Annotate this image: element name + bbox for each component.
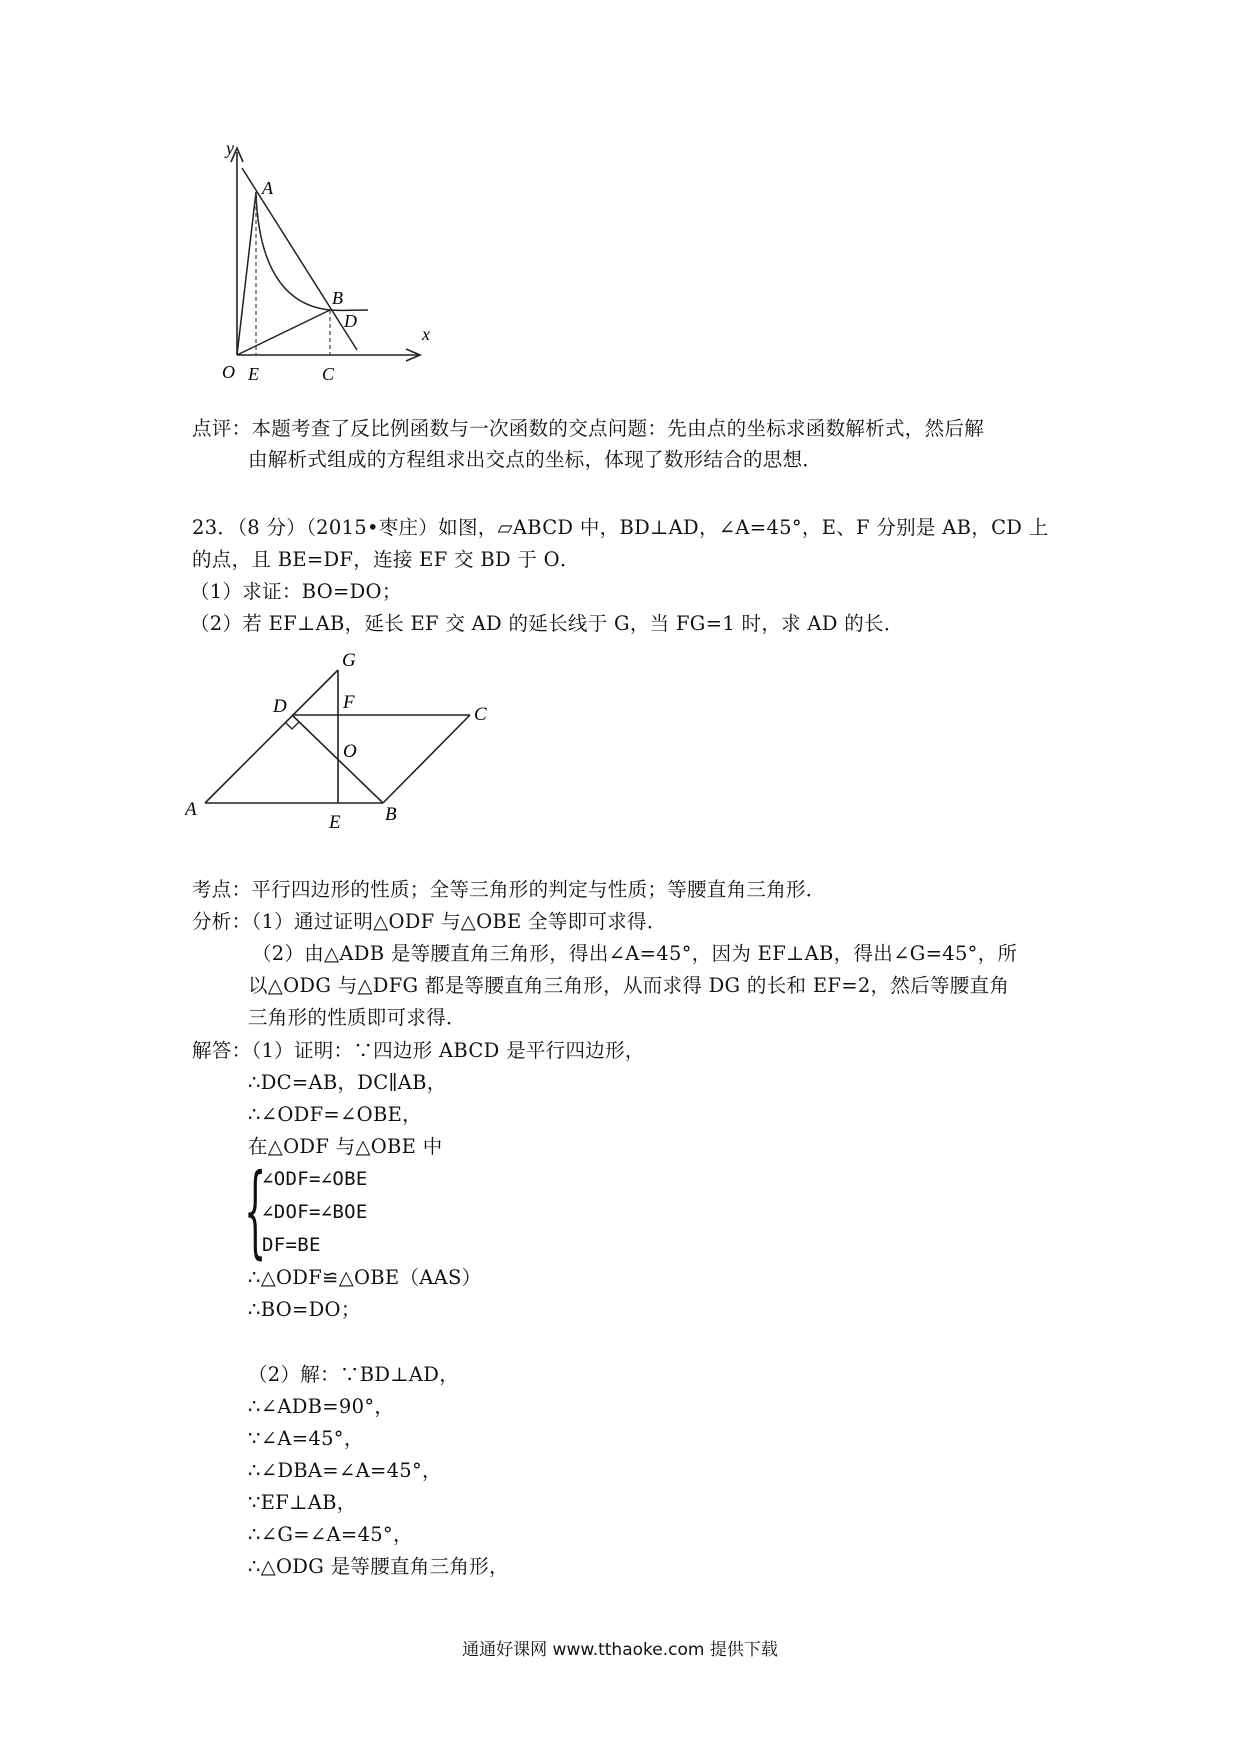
solution-part2-line-2: ∴∠ADB=90°， [248, 1395, 395, 1418]
fig1-label-E: E [248, 364, 259, 384]
fig2-label-O: O [343, 741, 357, 762]
analysis-line-1: 分析：（1）通过证明△ODF 与△OBE 全等即可求得． [192, 910, 667, 933]
solution-system-1: ∠ODF=∠OBE [262, 1168, 368, 1190]
fig2-label-F: F [343, 692, 355, 713]
fig1-label-y: y [226, 140, 234, 158]
fig1-label-C: C [322, 364, 335, 384]
problem-question-2: （2）若 EF⊥AB，延长 EF 交 AD 的延长线于 G，当 FG=1 时，求 AD 的长． [190, 612, 904, 635]
analysis-line-3: 以△ODG 与△DFG 都是等腰直角三角形，从而求得 DG 的长和 EF=2，然后等腰直角 [248, 974, 1010, 997]
fig1-label-x: x [422, 324, 430, 344]
fig2-label-G: G [342, 650, 356, 671]
solution-line-5: ∴△ODF≌△OBE（AAS） [248, 1266, 482, 1289]
problem-line-1: 23．（8 分）（2015•枣庄）如图，▱ABCD 中，BD⊥AD，∠A=45°，E、F 分别是 AB，CD 上 [192, 516, 1049, 539]
analysis-line-4: 三角形的性质即可求得． [248, 1006, 466, 1029]
system-brace: { [244, 1152, 267, 1269]
solution-part2-line-4: ∴∠DBA=∠A=45°， [248, 1459, 442, 1482]
solution-part2-line-1: （2）解：∵BD⊥AD， [248, 1363, 460, 1386]
solution-system-2: ∠DOF=∠BOE [262, 1201, 368, 1223]
solution-line-6: ∴BO=DO； [248, 1298, 361, 1321]
fig2-label-E: E [329, 812, 341, 833]
solution-line-2: ∴DC=AB，DC∥AB， [248, 1071, 447, 1094]
knowledge-points: 考点：平行四边形的性质；全等三角形的判定与性质；等腰直角三角形． [192, 878, 826, 901]
solution-line-3: ∴∠ODF=∠OBE， [248, 1103, 422, 1126]
fig1-label-B: B [332, 288, 343, 308]
solution-line-1: 解答：（1）证明：∵四边形 ABCD 是平行四边形， [192, 1039, 645, 1062]
fig1-label-D: D [344, 311, 357, 331]
fig2-label-A: A [185, 799, 197, 820]
solution-line-4: 在△ODF 与△OBE 中 [248, 1135, 443, 1158]
fig2-label-C: C [474, 704, 487, 725]
solution-system-3: DF=BE [262, 1234, 321, 1256]
solution-part2-line-7: ∴△ODG 是等腰直角三角形， [248, 1555, 509, 1578]
fig1-label-A: A [262, 178, 273, 198]
problem-question-1: （1）求证：BO=DO； [190, 580, 402, 603]
figure-function-graph [220, 140, 450, 400]
fig2-label-B: B [385, 804, 397, 825]
page-footer: 通通好课网 www.tthaoke.com 提供下载 [462, 1640, 778, 1660]
solution-part2-line-3: ∵∠A=45°， [248, 1427, 364, 1450]
solution-part2-line-6: ∴∠G=∠A=45°， [248, 1523, 413, 1546]
solution-part2-line-5: ∵EF⊥AB， [248, 1491, 357, 1514]
figure-parallelogram [185, 650, 505, 835]
analysis-line-2: （2）由△ADB 是等腰直角三角形，得出∠A=45°，因为 EF⊥AB，得出∠G=45°，所 [252, 942, 1018, 965]
fig2-label-D: D [273, 696, 287, 717]
fig1-label-O: O [222, 362, 235, 382]
problem-line-2: 的点，且 BE=DF，连接 EF 交 BD 于 O． [192, 548, 580, 571]
comment-line-1: 点评：本题考查了反比例函数与一次函数的交点问题：先由点的坐标求函数解析式，然后解 [192, 417, 985, 440]
comment-line-2: 由解析式组成的方程组求出交点的坐标，体现了数形结合的思想． [248, 448, 823, 471]
